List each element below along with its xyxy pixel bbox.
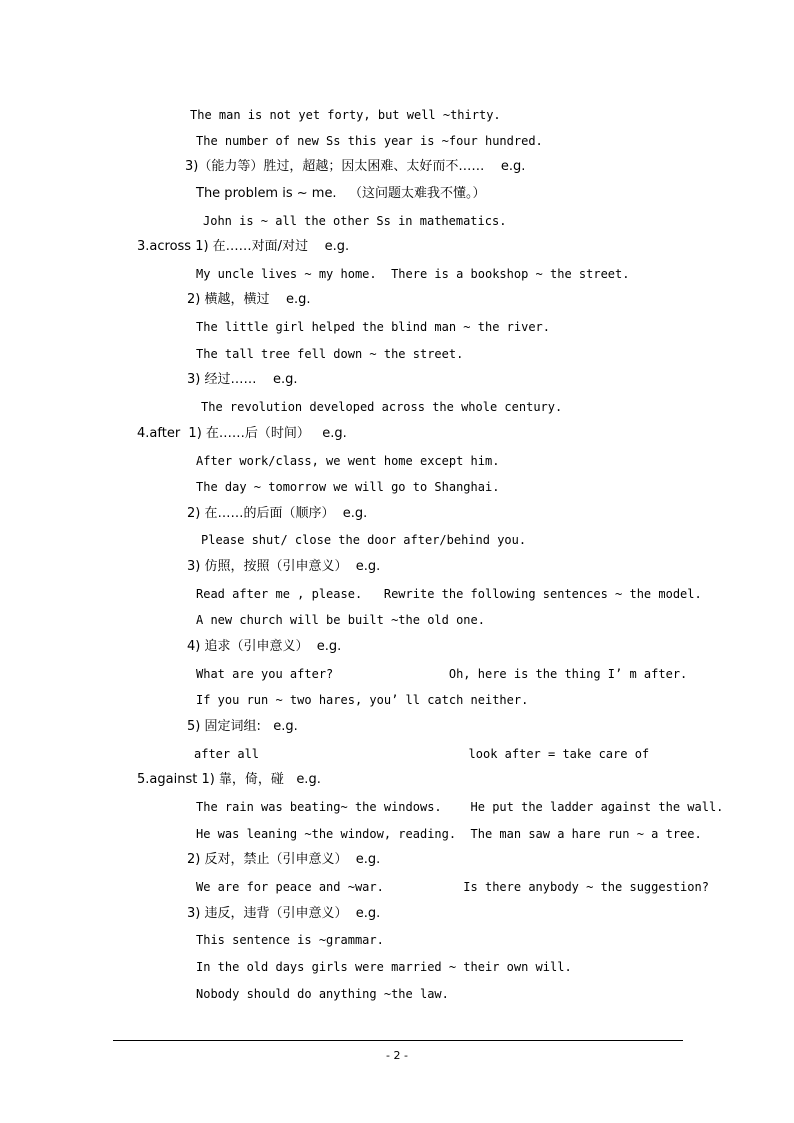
text-line: The tall tree fell down ~ the street. bbox=[196, 347, 464, 361]
text-line: 5.against 1) 靠，倚，碰 e.g. bbox=[137, 772, 321, 787]
text-line: 2) 在……的后面（顺序） e.g. bbox=[187, 506, 368, 521]
text-line: A new church will be built ~the old one. bbox=[196, 613, 485, 627]
text-line: 5) 固定词组: e.g. bbox=[187, 719, 298, 734]
text-line: after all look after = take care of bbox=[194, 747, 650, 761]
text-line: John is ~ all the other Ss in mathematics. bbox=[203, 214, 507, 228]
page-number: - 2 - bbox=[386, 1049, 408, 1062]
text-line: The man is not yet forty, but well ~thirty. bbox=[190, 108, 501, 122]
text-line: The day ~ tomorrow we will go to Shanghai. bbox=[196, 480, 500, 494]
text-line: What are you after? Oh, here is the thing I’ m after. bbox=[196, 667, 688, 681]
text-line: The little girl helped the blind man ~ the river. bbox=[196, 320, 551, 334]
text-line: 3) 违反，违背（引申意义） e.g. bbox=[187, 906, 381, 921]
text-line: The revolution developed across the whole century. bbox=[201, 400, 563, 414]
text-line: The rain was beating~ the windows. He put the ladder against the wall. bbox=[196, 800, 724, 814]
text-line: The number of new Ss this year is ~four hundred. bbox=[196, 134, 543, 148]
text-line: This sentence is ~grammar. bbox=[196, 933, 384, 947]
text-line: 2) 反对，禁止（引申意义） e.g. bbox=[187, 852, 381, 867]
text-line: After work/class, we went home except him. bbox=[196, 454, 500, 468]
text-line: 2) 横越，横过 e.g. bbox=[187, 292, 311, 307]
text-line: Please shut/ close the door after/behind you. bbox=[201, 533, 527, 547]
text-line: He was leaning ~the window, reading. The man saw a hare run ~ a tree. bbox=[196, 827, 702, 841]
text-line: 3.across 1) 在……对面/对过 e.g. bbox=[137, 239, 350, 254]
text-line: 3)（能力等）胜过，超越；因太困难、太好而不…… e.g. bbox=[185, 159, 526, 174]
text-line: 4) 追求（引申意义） e.g. bbox=[187, 639, 342, 654]
text-line: The problem is ~ me. （这问题太难我不懂。） bbox=[196, 186, 486, 201]
text-line: 4.after 1) 在……后（时间） e.g. bbox=[137, 426, 347, 441]
text-line: Nobody should do anything ~the law. bbox=[196, 987, 449, 1001]
footer-divider bbox=[113, 1040, 683, 1041]
text-line: We are for peace and ~war. Is there anybody ~ the suggestion? bbox=[196, 880, 709, 894]
text-line: 3) 经过…… e.g. bbox=[187, 372, 298, 387]
text-line: My uncle lives ~ my home. There is a bookshop ~ the street. bbox=[196, 267, 630, 281]
text-line: If you run ~ two hares, you’ ll catch neither. bbox=[196, 693, 529, 707]
text-line: In the old days girls were married ~ their own will. bbox=[196, 960, 572, 974]
text-line: 3) 仿照，按照（引申意义） e.g. bbox=[187, 559, 381, 574]
text-line: Read after me , please. Rewrite the following sentences ~ the model. bbox=[196, 587, 702, 601]
